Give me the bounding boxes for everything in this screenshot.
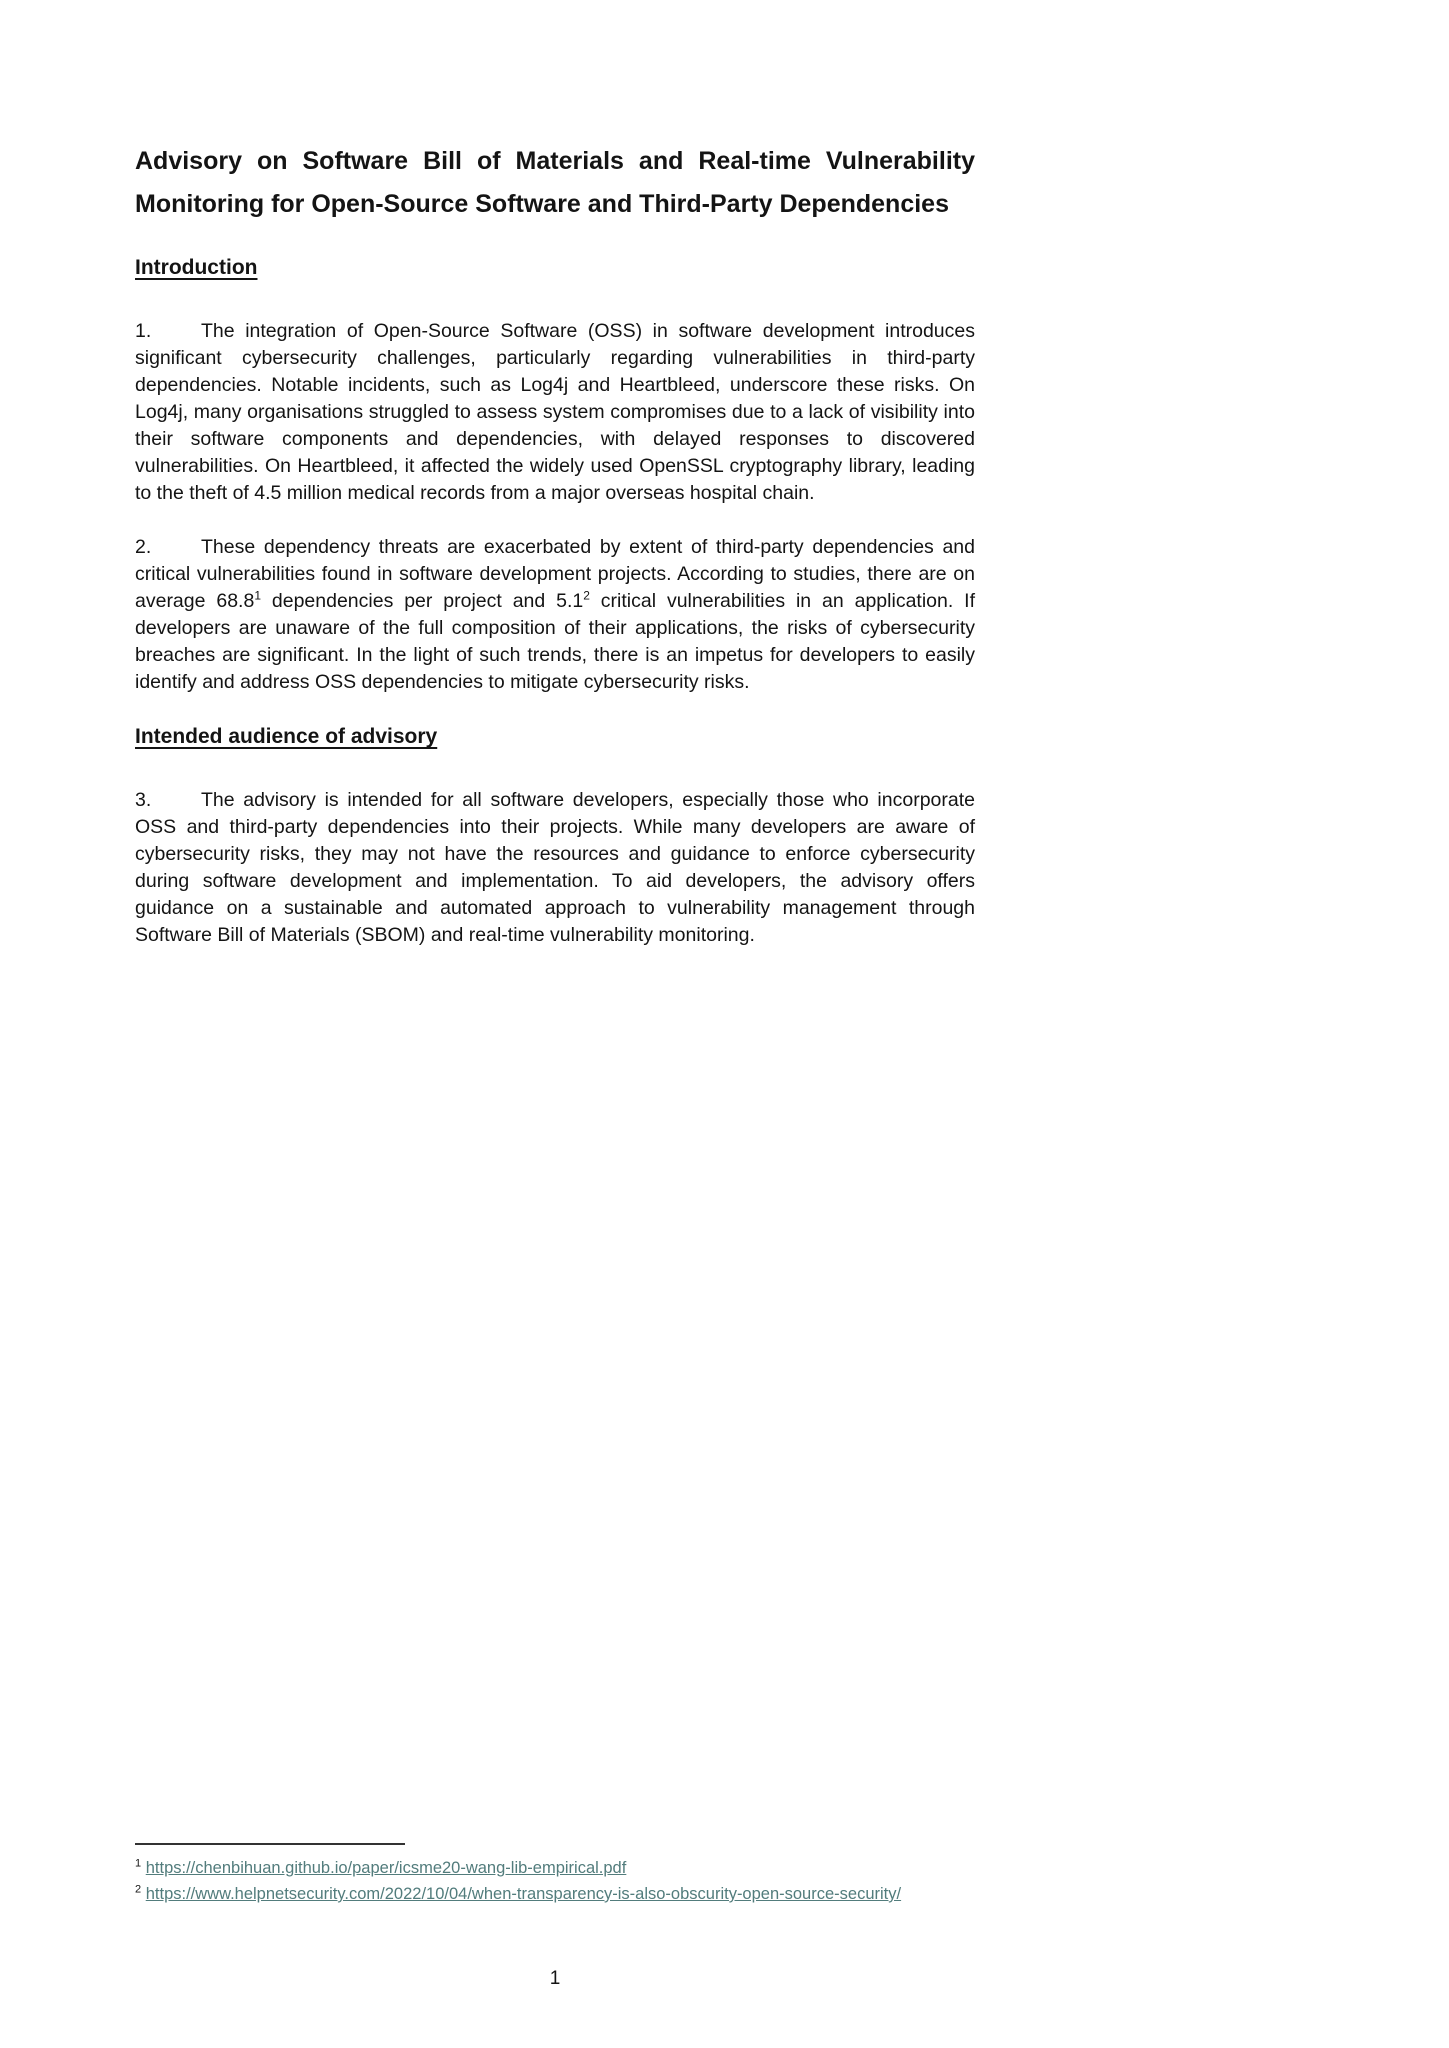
- section-intended-audience: [135, 723, 975, 949]
- section-introduction: [135, 254, 975, 696]
- footnote-2-marker: 2: [135, 1883, 142, 1896]
- section-heading-intended-audience: Intended audience of advisory: [135, 725, 438, 748]
- paragraph-3-number: 3.: [135, 789, 152, 811]
- paragraph-1-text: The integration of Open-Source Software (OSS) in software development introduces significant cybersecurity challenges, particularly regarding vulnerabilities in third-party dependencies. Notable incidents, such as Log4j and Heartbleed, underscore these risks. On Log4j, many organisations struggled to assess system compromises due to a lack of visibility into their software components and dependencies, with delayed responses to discovered vulnerabilities. On Heartbleed, it affected the widely used OpenSSL cryptography library, leading to the theft of 4.5 million medical records from a major overseas hospital chain.: [135, 320, 975, 504]
- footnote-2: [135, 1881, 945, 1907]
- footnote-1-marker: 1: [135, 1857, 142, 1870]
- page-content: [135, 140, 975, 976]
- footnote-2-link[interactable]: https://www.helpnetsecurity.com/2022/10/04/when-transparency-is-also-obscurity-open-source-security/: [145, 1885, 902, 1903]
- paragraph-2-text-b: dependencies per project and 5.1: [261, 590, 584, 612]
- paragraph-3-text: The advisory is intended for all software developers, especially those who incorporate OSS and third-party dependencies into their projects. While many developers are aware of cybersecurity risks, they may not have the resources and guidance to enforce cybersecurity during software development and implementation. To aid developers, the advisory offers guidance on a sustainable and automated approach to vulnerability management through Software Bill of Materials (SBOM) and real-time vulnerability monitoring.: [135, 789, 975, 946]
- section-heading-introduction: Introduction: [135, 256, 258, 279]
- paragraph-2-text-c: critical vulnerabilities in an application. If developers are unaware of the full composition of their applications, the risks of cybersecurity breaches are significant. In the light of such trends, there is an impetus for developers to easily identify and address OSS dependencies to mitigate cybersecurity risks.: [135, 590, 975, 693]
- footnotes-area: [135, 1843, 945, 1907]
- footnote-ref-2: 2: [583, 588, 590, 603]
- page-number: 1: [549, 1968, 561, 1989]
- footnote-separator: [135, 1843, 405, 1845]
- paragraph-3: [135, 787, 975, 949]
- paragraph-2-number: 2.: [135, 536, 152, 558]
- footnote-1: [135, 1855, 945, 1881]
- footnote-1-link[interactable]: https://chenbihuan.github.io/paper/icsme20-wang-lib-empirical.pdf: [145, 1859, 627, 1877]
- document-title: Advisory on Software Bill of Materials and Real-time Vulnerability Monitoring for Open-Source Software and Third-Party Dependencies: [135, 147, 975, 218]
- paragraph-1-number: 1.: [135, 320, 152, 342]
- paragraph-2: [135, 534, 975, 696]
- footnote-ref-1: 1: [254, 588, 261, 603]
- paragraph-2-text-a: These dependency threats are exacerbated by extent of third-party dependencies and critical vulnerabilities found in software development projects. According to studies, there are on average 68.8: [135, 536, 975, 612]
- paragraph-1: [135, 318, 975, 507]
